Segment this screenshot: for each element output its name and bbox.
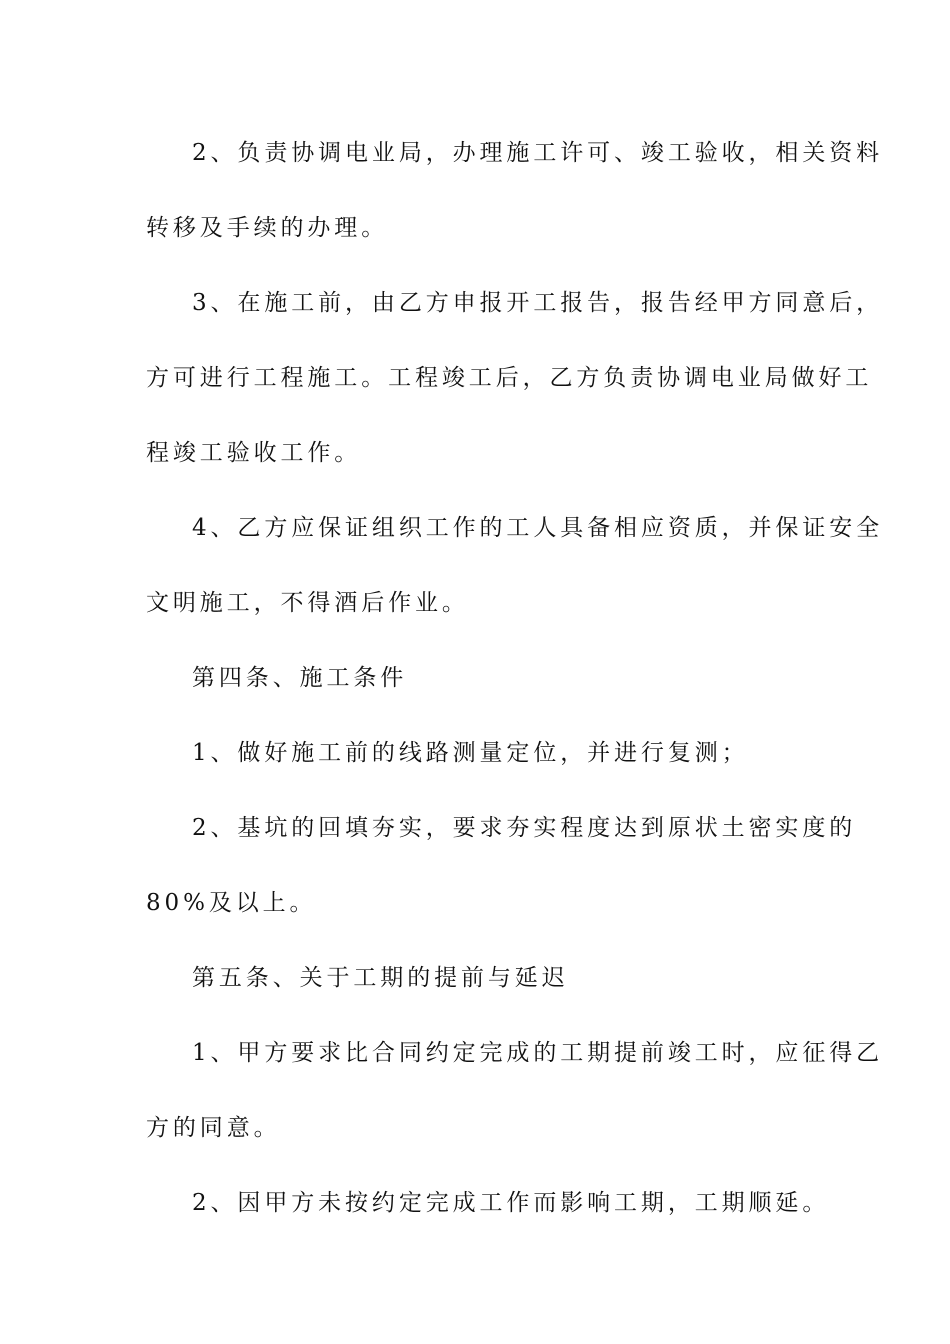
text-line: 转移及手续的办理。 — [146, 215, 389, 241]
document-body — [0, 116, 950, 1241]
text-line: 方可进行工程施工。工程竣工后，乙方负责协调电业局做好工 — [146, 365, 873, 391]
text-line: 2、因甲方未按约定完成工作而影响工期，工期顺延。 — [192, 1190, 830, 1216]
paragraph-clause-3-item-4 — [146, 491, 884, 641]
text-line: 2、基坑的回填夯实，要求夯实程度达到原状土密实度的 — [192, 815, 857, 841]
text-line: 1、甲方要求比合同约定完成的工期提前竣工时，应征得乙 — [192, 1040, 884, 1066]
text-line: 文明施工，不得酒后作业。 — [146, 590, 469, 616]
text-line: 80%及以上。 — [146, 890, 317, 916]
paragraph-clause-4-item-2 — [146, 791, 857, 941]
text-line: 4、乙方应保证组织工作的工人具备相应资质，并保证安全 — [192, 515, 884, 541]
text-line: 2、负责协调电业局，办理施工许可、竣工验收，相关资料 — [192, 140, 884, 166]
text-line: 1、做好施工前的线路测量定位，并进行复测； — [192, 740, 749, 766]
section-heading: 第四条、施工条件 — [192, 665, 408, 691]
paragraph-clause-4-item-1 — [146, 716, 804, 791]
paragraph-clause-5-item-1 — [146, 1016, 884, 1166]
paragraph-clause-3-item-3 — [146, 266, 884, 491]
paragraph-clause-3-item-2 — [146, 116, 884, 266]
text-line: 3、在施工前，由乙方申报开工报告，报告经甲方同意后， — [192, 290, 884, 316]
text-line: 程竣工验收工作。 — [146, 440, 362, 466]
text-line: 方的同意。 — [146, 1115, 281, 1141]
heading-clause-4 — [146, 641, 804, 716]
heading-clause-5 — [146, 941, 804, 1016]
section-heading: 第五条、关于工期的提前与延迟 — [192, 965, 569, 991]
paragraph-clause-5-item-2 — [146, 1166, 830, 1241]
